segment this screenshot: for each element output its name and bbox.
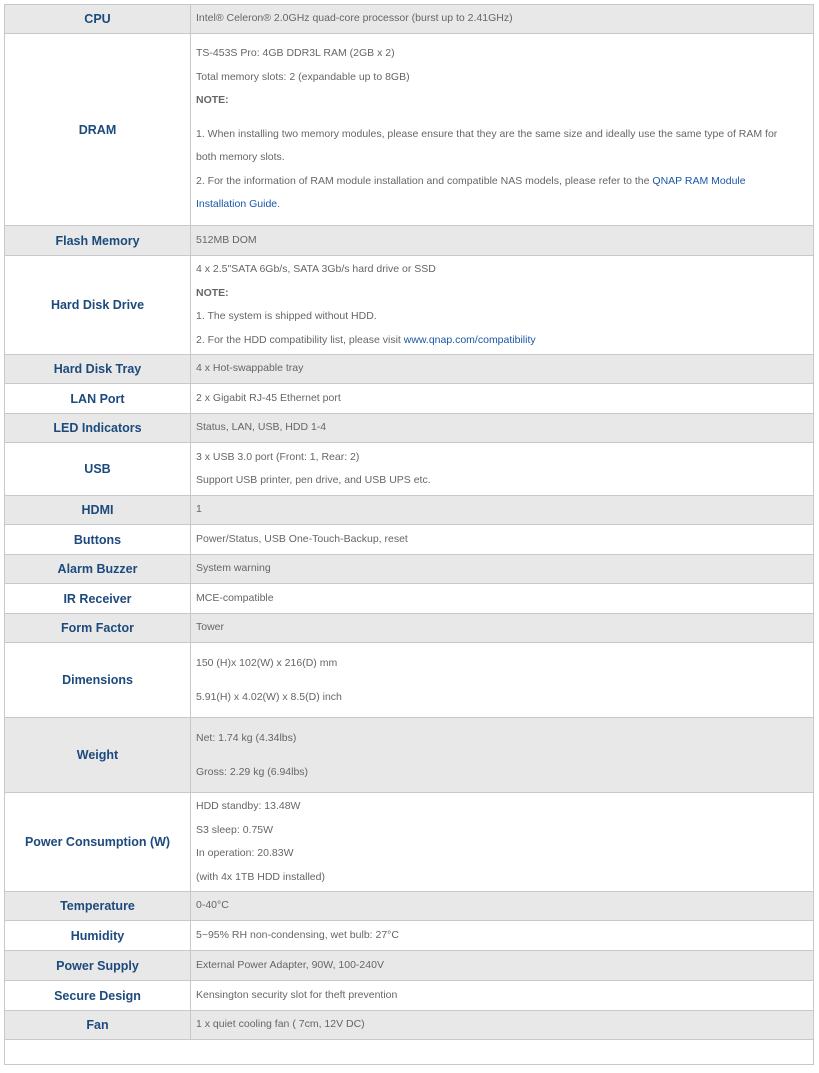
spec-label: Humidity	[5, 921, 191, 951]
spec-value	[191, 921, 814, 951]
spec-value	[191, 892, 814, 921]
spec-label: DRAM	[5, 34, 191, 226]
spec-row-dimensions	[5, 643, 814, 718]
spec-label: Fan	[5, 1011, 191, 1040]
spec-value-line: System warning	[196, 562, 271, 575]
spec-row-ir-receiver	[5, 584, 814, 614]
spec-label: LAN Port	[5, 384, 191, 414]
spec-value-line: Net: 1.74 kg (4.34lbs)	[196, 732, 297, 744]
spec-value-line: 4 x 2.5"SATA 6Gb/s, SATA 3Gb/s hard drive or SSD	[196, 263, 436, 275]
spec-value	[191, 718, 814, 793]
spec-row-temperature	[5, 892, 814, 921]
spec-value-line: Kensington security slot for theft prevention	[196, 988, 398, 1001]
note-line: 1. When installing two memory modules, please ensure that they are the same size and ideally use the same type of RAM for	[196, 127, 778, 140]
spec-value	[191, 355, 814, 384]
spec-label: Weight	[5, 718, 191, 793]
spec-value	[191, 496, 814, 525]
compatibility-link[interactable]: www.qnap.com/compatibility	[403, 333, 536, 346]
note-line: 1. The system is shipped without HDD.	[196, 310, 377, 322]
spec-value-line: Gross: 2.29 kg (6.94lbs)	[196, 766, 309, 778]
spec-value	[191, 555, 814, 584]
spec-label: Secure Design	[5, 981, 191, 1011]
spacer	[196, 113, 803, 123]
empty-cell	[5, 1040, 814, 1065]
spec-label: Power Consumption (W)	[5, 793, 191, 892]
spec-value-line: (with 4x 1TB HDD installed)	[196, 870, 325, 883]
spec-row-hdmi	[5, 496, 814, 525]
spec-row-hard-disk-drive	[5, 256, 814, 355]
spec-value-line: 150 (H)x 102(W) x 216(D) mm	[196, 657, 338, 669]
spec-value-line: 4 x Hot-swappable tray	[196, 362, 304, 375]
spec-row-cpu	[5, 5, 814, 34]
spec-value-line: 3 x USB 3.0 port (Front: 1, Rear: 2)	[196, 450, 360, 463]
spec-value	[191, 614, 814, 643]
spec-value	[191, 414, 814, 443]
spec-value	[191, 793, 814, 892]
spec-value	[191, 584, 814, 614]
spec-label: Alarm Buzzer	[5, 555, 191, 584]
note-label: NOTE:	[196, 94, 229, 107]
spec-value-line: 1	[196, 503, 202, 516]
spec-label: HDMI	[5, 496, 191, 525]
spec-row-power-consumption	[5, 793, 814, 892]
spec-value	[191, 443, 814, 496]
spec-value	[191, 951, 814, 981]
note-line: 2. For the HDD compatibility list, please visit www.qnap.com/compatibility	[196, 333, 536, 346]
spec-value	[191, 256, 814, 355]
spec-row-weight	[5, 718, 814, 793]
spec-label: LED Indicators	[5, 414, 191, 443]
spec-value	[191, 643, 814, 718]
spec-label: Power Supply	[5, 951, 191, 981]
spec-value-line: TS-453S Pro: 4GB DDR3L RAM (2GB x 2)	[196, 47, 395, 60]
spec-value-line: 2 x Gigabit RJ-45 Ethernet port	[196, 391, 341, 404]
spec-row-form-factor	[5, 614, 814, 643]
spec-label: Dimensions	[5, 643, 191, 718]
spec-value-line: External Power Adapter, 90W, 100-240V	[196, 958, 384, 971]
spec-value	[191, 384, 814, 414]
spec-row-fan	[5, 1011, 814, 1040]
spec-label: Hard Disk Drive	[5, 256, 191, 355]
spec-value	[191, 226, 814, 256]
spec-row-secure-design	[5, 981, 814, 1011]
spec-row-flash-memory	[5, 226, 814, 256]
installation-guide-link[interactable]: Installation Guide	[196, 198, 278, 211]
spec-label: CPU	[5, 5, 191, 34]
spec-row-usb	[5, 443, 814, 496]
spec-row-empty	[5, 1040, 814, 1065]
spec-value-line: Support USB printer, pen drive, and USB UPS etc.	[196, 474, 431, 486]
spec-label: Flash Memory	[5, 226, 191, 256]
spec-value	[191, 5, 814, 34]
spec-value-line: 5~95% RH non-condensing, wet bulb: 27°C	[196, 928, 399, 941]
spec-row-humidity	[5, 921, 814, 951]
spec-value-line: S3 sleep: 0.75W	[196, 823, 274, 836]
spec-value	[191, 34, 814, 226]
spec-value-line: In operation: 20.83W	[196, 847, 294, 859]
spec-label: Hard Disk Tray	[5, 355, 191, 384]
spec-value-line: Intel® Celeron® 2.0GHz quad-core processor (burst up to 2.41GHz)	[196, 12, 513, 25]
spec-value-line: HDD standby: 13.48W	[196, 800, 301, 812]
qnap-ram-module-link[interactable]: QNAP RAM Module	[652, 174, 746, 187]
spec-label: Form Factor	[5, 614, 191, 643]
spec-row-lan-port	[5, 384, 814, 414]
spec-label: IR Receiver	[5, 584, 191, 614]
spec-label: Buttons	[5, 525, 191, 555]
spec-row-power-supply	[5, 951, 814, 981]
spec-label: USB	[5, 443, 191, 496]
spec-value-line: 0-40°C	[196, 899, 229, 912]
spec-row-alarm-buzzer	[5, 555, 814, 584]
spec-value	[191, 981, 814, 1011]
spec-value-line: Power/Status, USB One-Touch-Backup, reset	[196, 532, 408, 545]
spec-value-line: Total memory slots: 2 (expandable up to 8GB)	[196, 70, 410, 83]
spec-value-line: 1 x quiet cooling fan ( 7cm, 12V DC)	[196, 1018, 365, 1031]
spec-row-buttons	[5, 525, 814, 555]
spec-value-line: MCE-compatible	[196, 591, 274, 604]
spec-value	[191, 525, 814, 555]
note-line: both memory slots.	[196, 151, 285, 164]
note-label: NOTE:	[196, 286, 229, 299]
spec-value-line: 5.91(H) x 4.02(W) x 8.5(D) inch	[196, 691, 342, 703]
spec-value-line: Status, LAN, USB, HDD 1-4	[196, 421, 327, 434]
spec-value-line: 512MB DOM	[196, 233, 257, 246]
spec-row-dram	[5, 34, 814, 226]
note-line: 2. For the information of RAM module installation and compatible NAS models, please refer to the QNAP RAM Module	[196, 174, 746, 187]
spec-value-line: Tower	[196, 621, 225, 634]
spec-value	[191, 1011, 814, 1040]
specifications-table	[4, 4, 814, 1065]
spec-row-led-indicators	[5, 414, 814, 443]
spec-row-hard-disk-tray	[5, 355, 814, 384]
spec-label: Temperature	[5, 892, 191, 921]
note-line: Installation Guide.	[196, 198, 281, 211]
